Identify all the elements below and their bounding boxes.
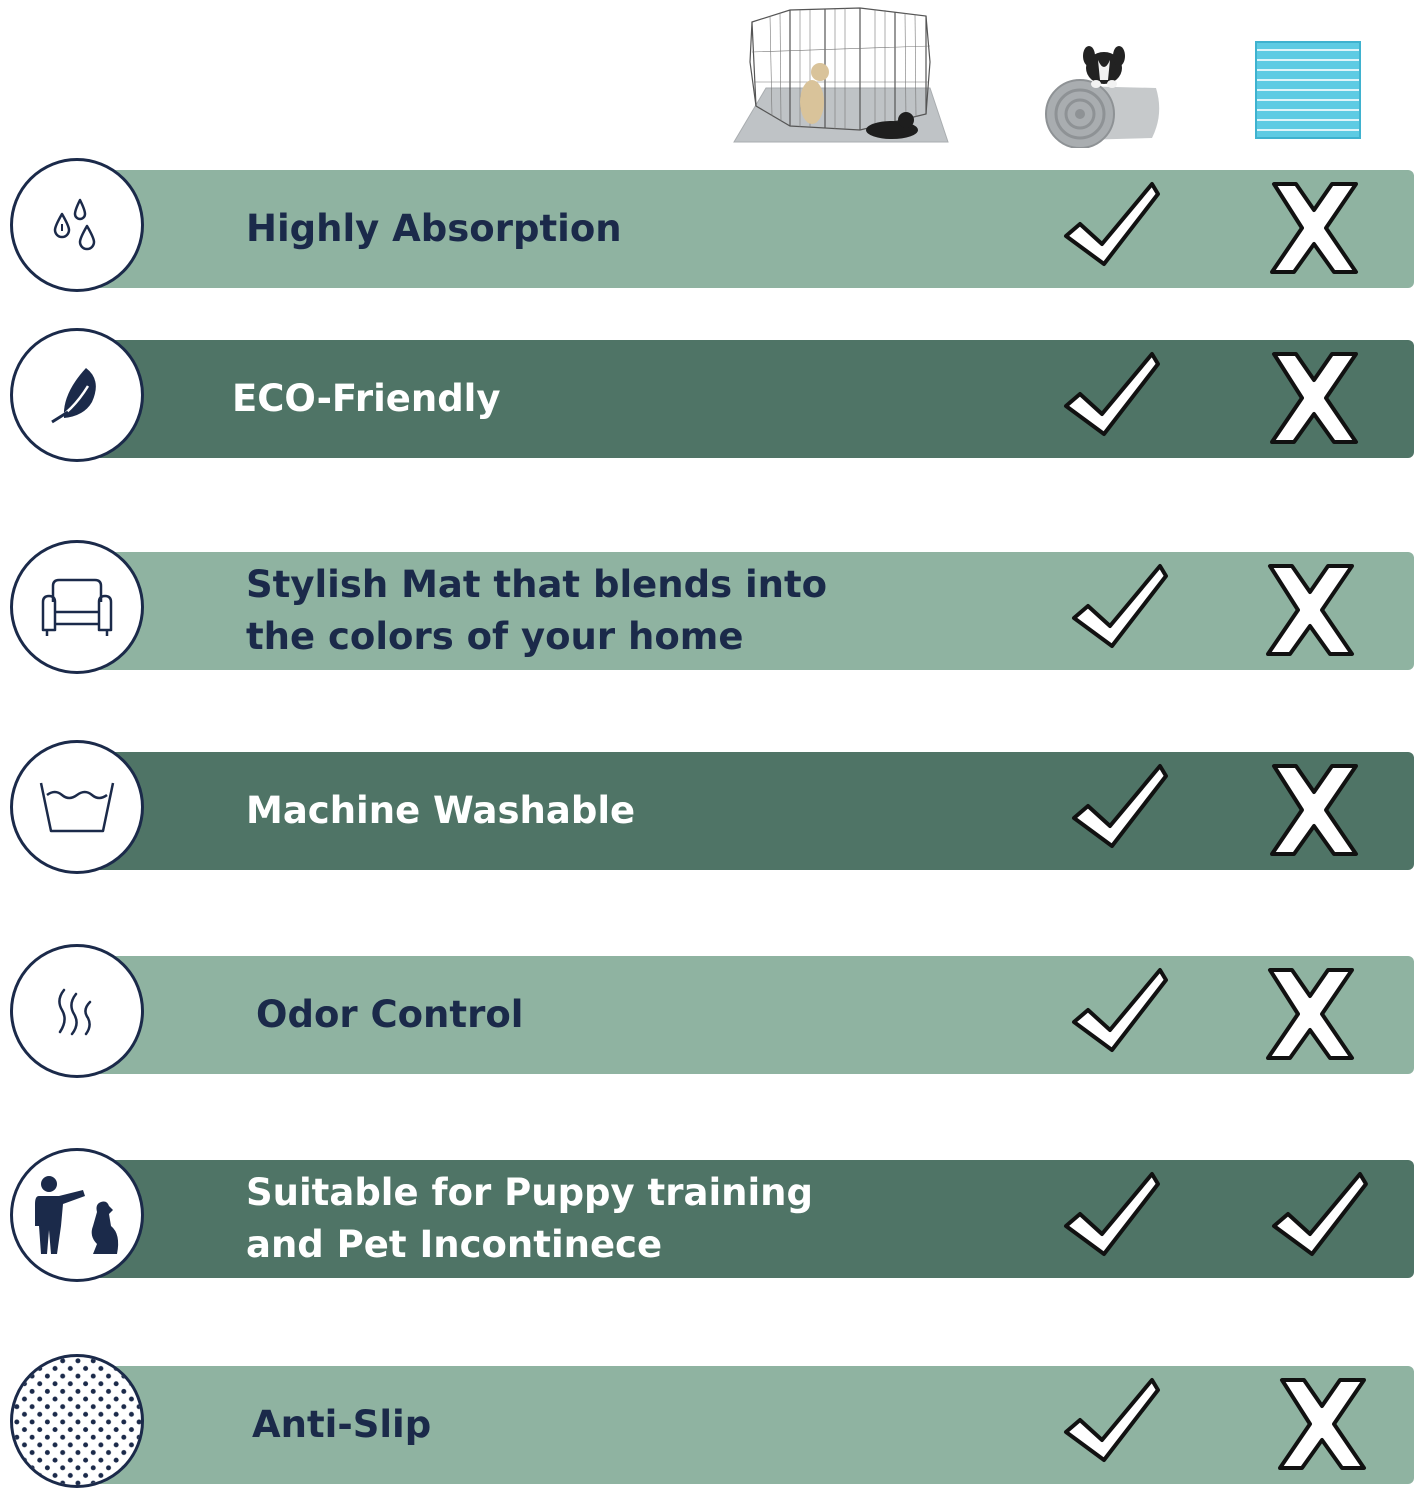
disposable-pad-x-icon xyxy=(1260,562,1360,662)
disposable-pad-x-icon xyxy=(1264,180,1364,280)
feature-label xyxy=(232,340,932,458)
disposable-pad-x-icon xyxy=(1272,1376,1372,1476)
disposable-pad-x-icon xyxy=(1264,762,1364,862)
feature-label-line: Highly Absorption xyxy=(246,207,622,250)
feature-label-line: Machine Washable xyxy=(246,789,636,832)
disposable-pad-x-icon xyxy=(1260,966,1360,1066)
armchair-icon xyxy=(37,572,117,642)
feature-row-absorption xyxy=(0,158,1421,303)
feature-label-line: and Pet Incontinece xyxy=(246,1223,663,1266)
feature-label-line: Stylish Mat that blends into xyxy=(246,563,828,606)
feature-label-line: the colors of your home xyxy=(246,615,744,658)
reusable-mat-check-icon xyxy=(1070,762,1170,862)
reusable-mat-check-icon xyxy=(1070,562,1170,662)
feature-label-line: ECO-Friendly xyxy=(232,377,501,420)
feature-icon-badge xyxy=(10,328,144,462)
feature-icon-badge xyxy=(10,158,144,292)
feature-row-odor-control xyxy=(0,944,1421,1089)
water-drops-icon xyxy=(42,190,112,260)
feature-label-line: Odor Control xyxy=(256,993,524,1036)
wash-basin-icon xyxy=(37,777,117,837)
feature-row-puppy-training xyxy=(0,1148,1421,1293)
leaf-icon xyxy=(42,360,112,430)
dotted-texture-icon xyxy=(13,1354,141,1488)
disposable-pad-x-icon xyxy=(1264,350,1364,450)
reusable-mat-check-icon xyxy=(1062,1170,1162,1270)
feature-label-line: Anti-Slip xyxy=(252,1403,432,1446)
feature-label xyxy=(246,552,946,670)
feature-label-line: Suitable for Puppy training xyxy=(246,1171,813,1214)
playpen-mat-image xyxy=(730,2,952,148)
feature-label xyxy=(246,170,946,288)
disposable-pads-image xyxy=(1252,38,1364,142)
feature-row-eco-friendly xyxy=(0,328,1421,473)
reusable-mat-check-icon xyxy=(1062,180,1162,280)
reusable-mat-check-icon xyxy=(1070,966,1170,1066)
feature-icon-badge xyxy=(10,1354,144,1488)
feature-row-anti-slip xyxy=(0,1354,1421,1499)
reusable-mat-check-icon xyxy=(1062,350,1162,450)
feature-icon-badge xyxy=(10,944,144,1078)
feature-icon-badge xyxy=(10,740,144,874)
person-training-dog-icon xyxy=(27,1170,127,1260)
feature-label xyxy=(246,1160,946,1278)
disposable-pad-check-icon xyxy=(1270,1170,1370,1270)
feature-icon-badge xyxy=(10,540,144,674)
feature-icon-badge xyxy=(10,1148,144,1282)
feature-row-stylish-mat xyxy=(0,540,1421,685)
feature-label xyxy=(256,956,956,1074)
reusable-mat-check-icon xyxy=(1062,1376,1162,1476)
feature-label xyxy=(252,1366,952,1484)
feature-row-machine-washable xyxy=(0,740,1421,885)
feature-label xyxy=(246,752,946,870)
rolled-mat-image xyxy=(1040,30,1164,148)
odor-waves-icon xyxy=(42,976,112,1046)
